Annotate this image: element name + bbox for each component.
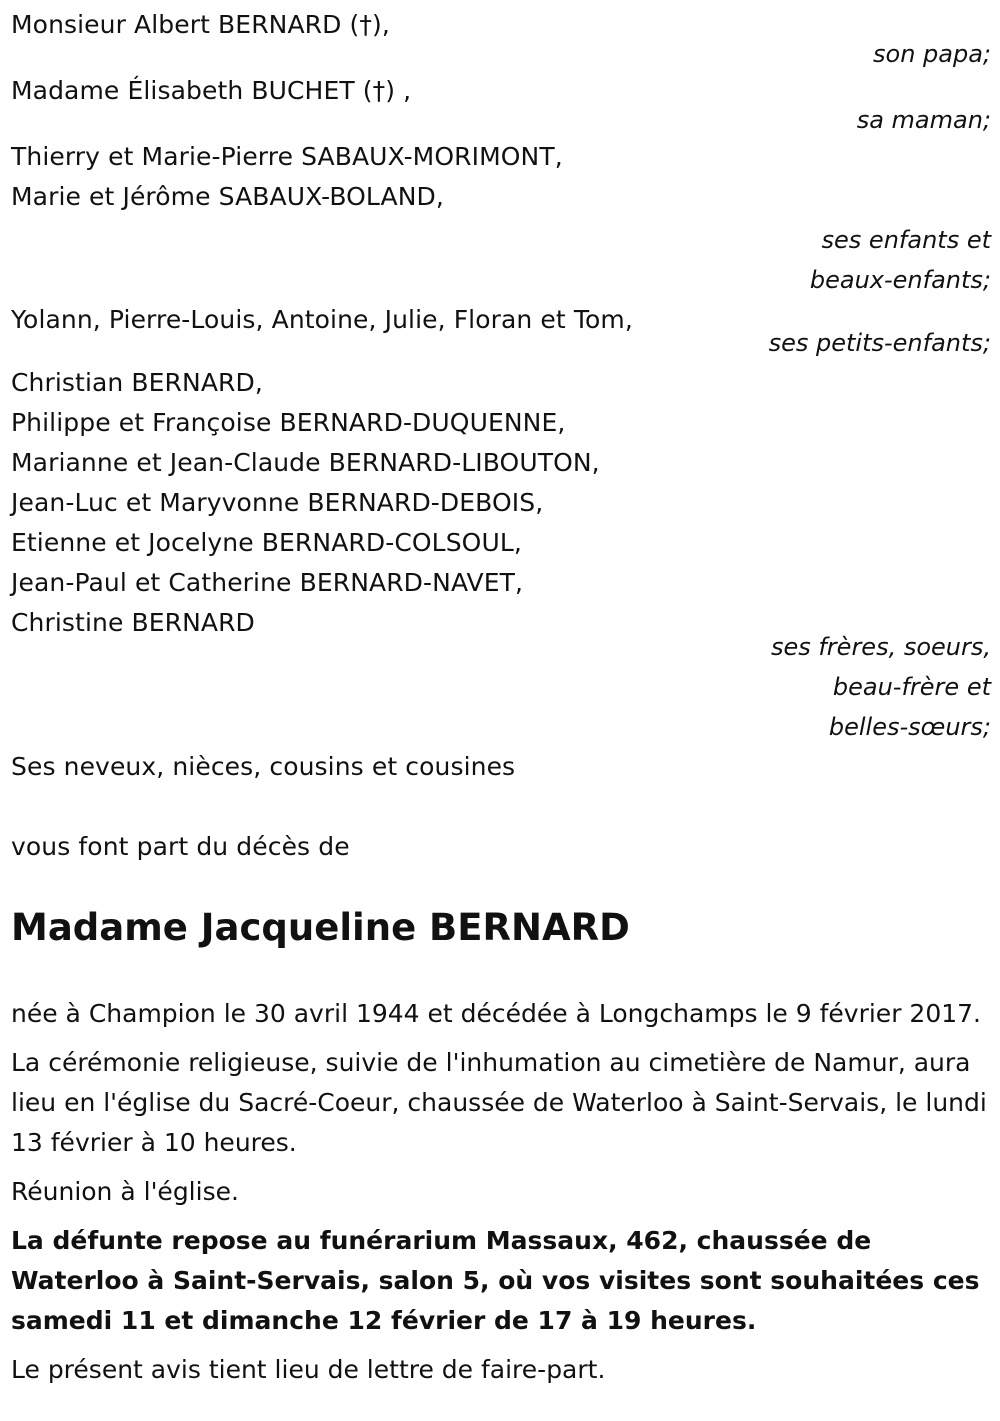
list-item: Etienne et Jocelyne BERNARD-COLSOUL, [11, 528, 522, 557]
father-name: Monsieur Albert BERNARD (†), [11, 10, 390, 39]
role-line: ses frères, soeurs, [770, 633, 991, 661]
list-item: Thierry et Marie-Pierre SABAUX-MORIMONT, [11, 142, 563, 171]
grandchildren-names: Yolann, Pierre-Louis, Antoine, Julie, Floran et Tom, [11, 305, 633, 334]
ceremony-text: La cérémonie religieuse, suivie de l'inhumation au cimetière de Namur, aura lieu en l'église du Sacré-Coeur, chaussée de Waterloo à Saint-Servais, le lundi 13 février à 10 heures. [11, 1048, 987, 1157]
visitation-text: La défunte repose au funérarium Massaux, 462, chaussée de Waterloo à Saint-Servais, salon 5, où vos visites sont souhaitées ces samedi 11 et dimanche 12 février de 17 à 19 heures. [11, 1226, 980, 1335]
list-item: Philippe et Françoise BERNARD-DUQUENNE, [11, 408, 566, 437]
list-item: Jean-Paul et Catherine BERNARD-NAVET, [11, 568, 524, 597]
deceased-name: Madame Jacqueline BERNARD [11, 906, 630, 949]
list-item: Christine BERNARD [11, 608, 255, 637]
obituary-notice [11, 0, 991, 1390]
children-list [11, 137, 991, 217]
closing-text: Le présent avis tient lieu de lettre de faire-part. [11, 1355, 606, 1384]
birth-death-text: née à Champion le 30 avril 1944 et décédée à Longchamps le 9 février 2017. [11, 999, 981, 1028]
list-item: Jean-Luc et Maryvonne BERNARD-DEBOIS, [11, 488, 544, 517]
role-line: belles-sœurs; [828, 713, 991, 741]
mother-role: sa maman; [856, 106, 991, 134]
mother-name: Madame Élisabeth BUCHET (†) , [11, 76, 412, 105]
list-item: Christian BERNARD, [11, 368, 263, 397]
list-item: Marie et Jérôme SABAUX-BOLAND, [11, 182, 444, 211]
list-item: Marianne et Jean-Claude BERNARD-LIBOUTON, [11, 448, 600, 477]
meeting-text: Réunion à l'église. [11, 1177, 239, 1206]
grandchildren-role: ses petits-enfants; [768, 329, 991, 357]
siblings-list [11, 363, 991, 643]
siblings-role [11, 627, 991, 747]
relatives-line: Ses neveux, nièces, cousins et cousines [11, 752, 516, 781]
announcement: vous font part du décès de [11, 832, 350, 861]
children-role [11, 220, 991, 300]
father-role: son papa; [873, 40, 991, 68]
role-line: beau-frère et [832, 673, 991, 701]
role-line: ses enfants et [821, 226, 991, 254]
role-line: beaux-enfants; [809, 266, 991, 294]
